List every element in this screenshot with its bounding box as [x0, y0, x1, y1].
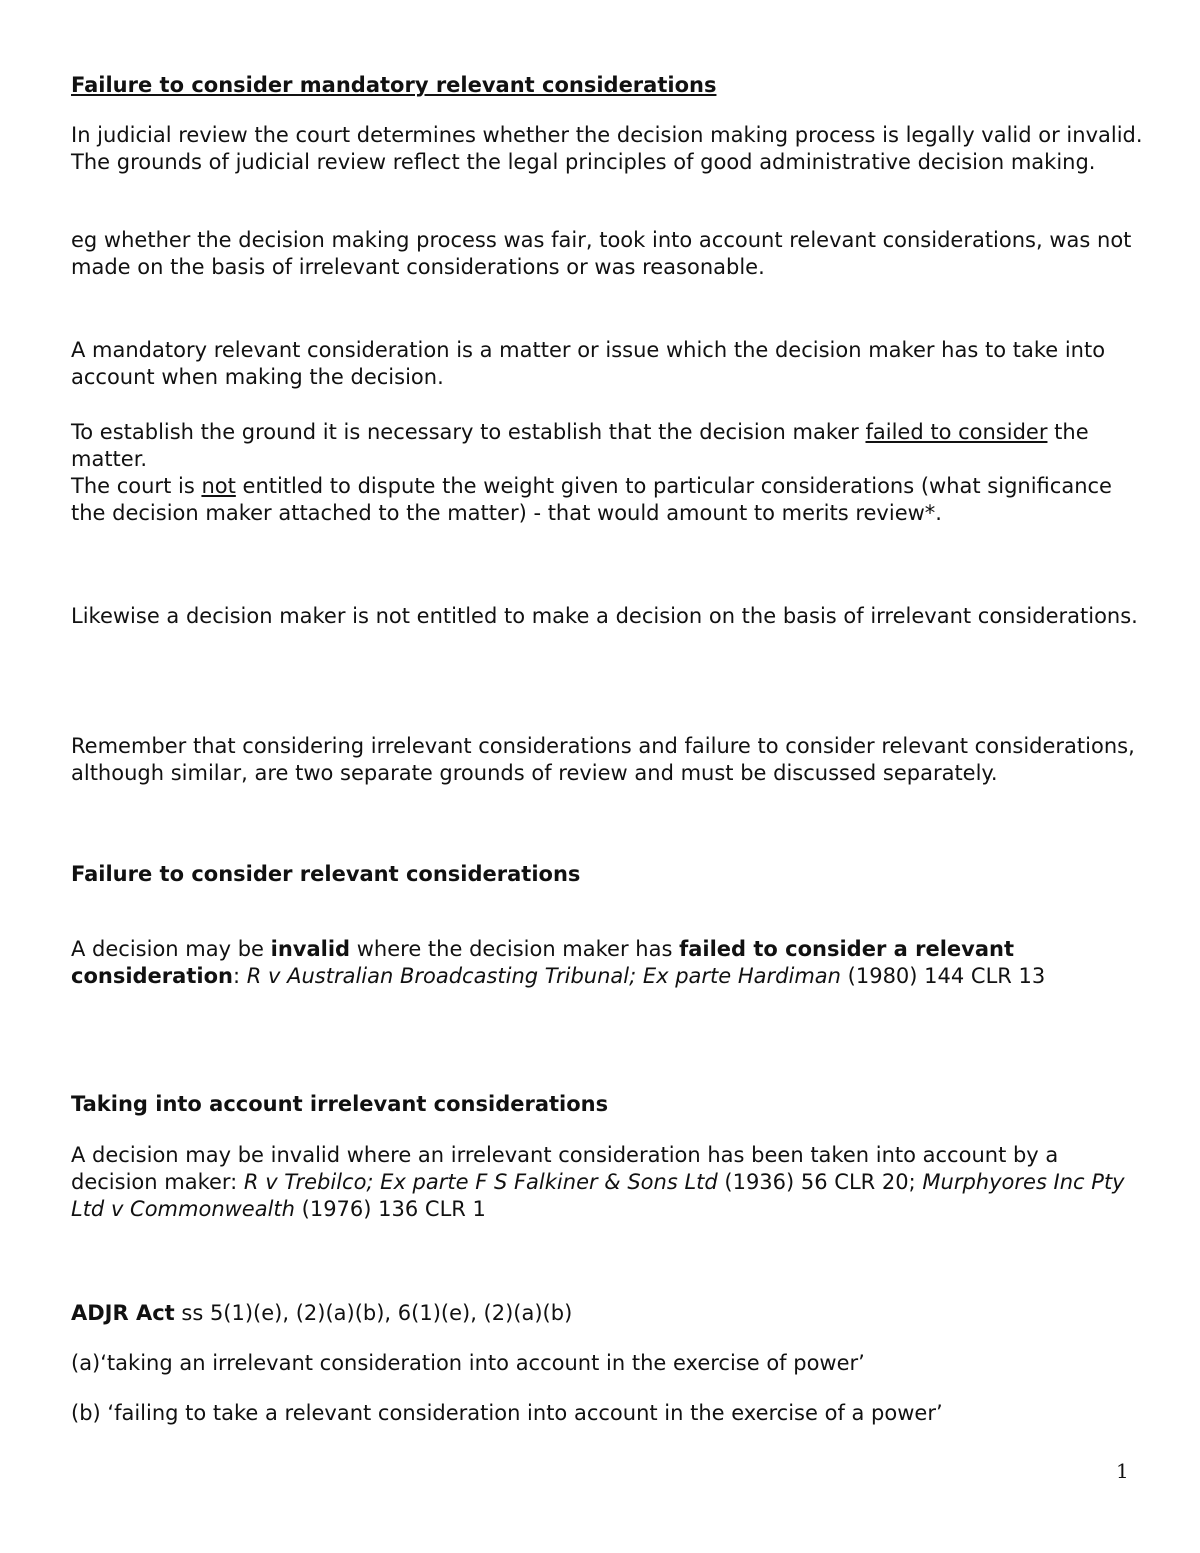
emphasis-failed-to-consider: failed to consider — [865, 420, 1048, 444]
paragraph-group-establish — [71, 419, 1146, 527]
paragraph-definition: A mandatory relevant consideration is a matter or issue which the decision maker has to take into account when making the decision. — [71, 338, 1106, 389]
emphasis-not: not — [201, 474, 236, 498]
paragraph-adjr-a: (a)‘taking an irrelevant consideration into account in the exercise of power’ — [71, 1351, 865, 1375]
paragraph-likewise: Likewise a decision maker is not entitled to make a decision on the basis of irrelevant considerations. — [71, 604, 1138, 628]
paragraph-adjr-b: (b) ‘failing to take a relevant consideration into account in the exercise of a power’ — [71, 1401, 943, 1425]
heading-irrelevant: Taking into account irrelevant considerations — [71, 1092, 609, 1116]
paragraph-weight: The court is not entitled to dispute the weight given to particular considerations (what significance the decision maker attached to the matter) - that would amount to merits review*. — [71, 474, 1112, 525]
case-citation-hardiman: R v Australian Broadcasting Tribunal; Ex parte Hardiman — [246, 964, 841, 988]
case-citation-murphyores: Murphyores Inc Pty Ltd v Commonwealth — [71, 1170, 1125, 1221]
paragraph-adjr: ADJR Act ss 5(1)(e), (2)(a)(b), 6(1)(e), (2)(a)(b) — [71, 1301, 573, 1325]
paragraph-judicial-review: In judicial review the court determines whether the decision making process is legally valid or invalid. The grounds of judicial review reflect the legal principles of good administrative decision making. — [71, 123, 1143, 174]
page-number: 1 — [1116, 1459, 1129, 1483]
case-citation-trebilco: R v Trebilco; Ex parte F S Falkiner & Sons Ltd — [243, 1170, 718, 1194]
paragraph-remember: Remember that considering irrelevant considerations and failure to consider relevant considerations, although similar, are two separate grounds of review and must be discussed separately. — [71, 734, 1135, 785]
paragraph-establish: To establish the ground it is necessary to establish that the decision maker failed to consider the matter. — [71, 420, 1089, 471]
heading-failure-relevant: Failure to consider relevant considerations — [71, 862, 581, 886]
main-heading: Failure to consider mandatory relevant considerations — [71, 73, 717, 97]
paragraph-invalid-failure: A decision may be invalid where the decision maker has failed to consider a relevant consideration: R v Australian Broadcasting Tribunal; Ex parte Hardiman (1980) 144 CLR 13 — [71, 937, 1046, 988]
paragraph-invalid-irrelevant: A decision may be invalid where an irrelevant consideration has been taken into account by a decision maker: R v Trebilco; Ex parte F S Falkiner & Sons Ltd (1936) 56 CLR 20; Murphyores Inc Pty Ltd v Commonwealth (1976) 136 CLR 1 — [71, 1143, 1125, 1221]
paragraph-examples: eg whether the decision making process was fair, took into account relevant considerations, was not made on the basis of irrelevant considerations or was reasonable. — [71, 228, 1132, 279]
